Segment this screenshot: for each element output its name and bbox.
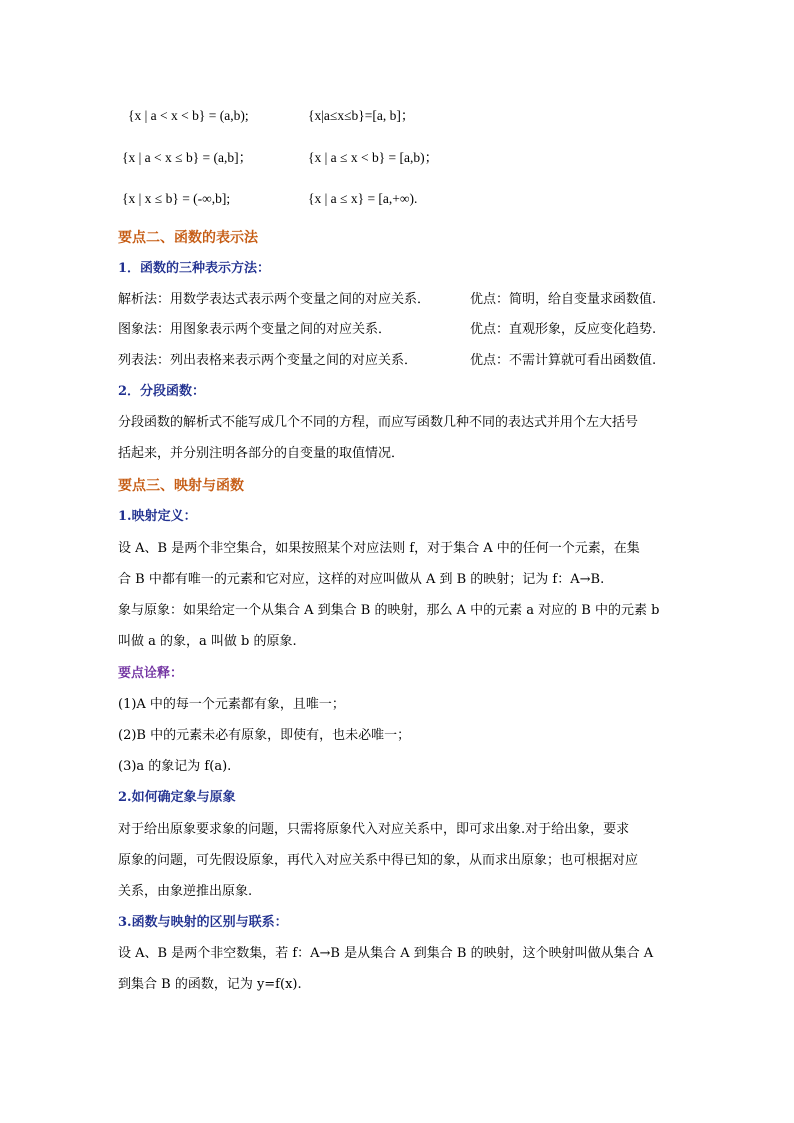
- subheading-three-methods: 1．函数的三种表示方法：: [118, 261, 271, 276]
- method-table-advantage: 优点：不需计算就可看出函数值.: [470, 353, 657, 368]
- function-mapping-line1: 设 A、B 是两个非空数集，若 f：A→B 是从集合 A 到集合 B 的映射，这个映射叫做从集合 A: [118, 946, 654, 961]
- method-analytic: 解析法：用数学表达式表示两个变量之间的对应关系．: [118, 292, 431, 307]
- mapping-definition-line2: 合 B 中都有唯一的元素和它对应，这样的对应叫做从 A 到 B 的映射；记为 f：A→B.: [118, 572, 605, 587]
- mapping-definition-line1: 设 A、B 是两个非空集合，如果按照某个对应法则 f，对于集合 A 中的任何一个元素，在集: [118, 541, 640, 556]
- subheading-function-vs-mapping: 3.函数与映射的区别与联系：: [118, 915, 288, 930]
- method-table: 列表法：列出表格来表示两个变量之间的对应关系．: [118, 353, 418, 368]
- section-heading-representation: 要点二、函数的表示法: [118, 230, 258, 246]
- image-preimage-line1: 象与原象：如果给定一个从集合 A 到集合 B 的映射，那么 A 中的元素 a 对应的 B 中的元素 b: [118, 603, 660, 618]
- interval-open: {x | a < x < b} = (a,b);: [128, 108, 249, 123]
- interval-closed: {x|a≤x≤b}=[a, b]；: [308, 108, 415, 123]
- note-item: (2)B 中的元素未必有原象，即使有，也未必唯一；: [118, 728, 411, 743]
- section-heading-mapping: 要点三、映射与函数: [118, 478, 244, 494]
- note-item: (1)A 中的每一个元素都有象，且唯一；: [118, 697, 345, 712]
- method-graph-advantage: 优点：直观形象，反应变化趋势.: [470, 322, 657, 337]
- piecewise-paragraph-line1: 分段函数的解析式不能写成几个不同的方程，而应写函数几种不同的表达式并用个左大括号: [118, 415, 639, 430]
- function-mapping-line2: 到集合 B 的函数，记为 y=f(x).: [118, 977, 302, 992]
- determine-image-line2: 原象的问题，可先假设原象，再代入对应关系中得已知的象，从而求出原象；也可根据对应: [118, 853, 639, 868]
- subheading-piecewise: 2．分段函数：: [118, 384, 206, 399]
- note-item: (3)a 的象记为 f(a).: [118, 759, 232, 774]
- subheading-mapping-definition: 1.映射定义：: [118, 509, 197, 524]
- method-analytic-advantage: 优点：简明，给自变量求函数值.: [470, 292, 657, 307]
- method-graph: 图象法：用图象表示两个变量之间的对应关系．: [118, 322, 392, 337]
- piecewise-paragraph-line2: 括起来，并分别注明各部分的自变量的取值情况．: [118, 446, 405, 461]
- image-preimage-line2: 叫做 a 的象，a 叫做 b 的原象.: [118, 634, 297, 649]
- interval-neg-inf: {x | x ≤ b} = (-∞,b];: [122, 191, 231, 206]
- interval-pos-inf: {x | a ≤ x} = [a,+∞).: [308, 191, 418, 206]
- note-heading: 要点诠释：: [118, 666, 184, 681]
- interval-right-open: {x | a ≤ x < b} = [a,b)；: [308, 150, 439, 165]
- subheading-determine-image: 2.如何确定象与原象: [118, 790, 236, 805]
- interval-left-open: {x | a < x ≤ b} = (a,b]；: [122, 150, 253, 165]
- determine-image-line1: 对于给出原象要求象的问题，只需将原象代入对应关系中，即可求出象.对于给出象，要求: [118, 822, 630, 837]
- determine-image-line3: 关系，由象逆推出原象.: [118, 884, 253, 899]
